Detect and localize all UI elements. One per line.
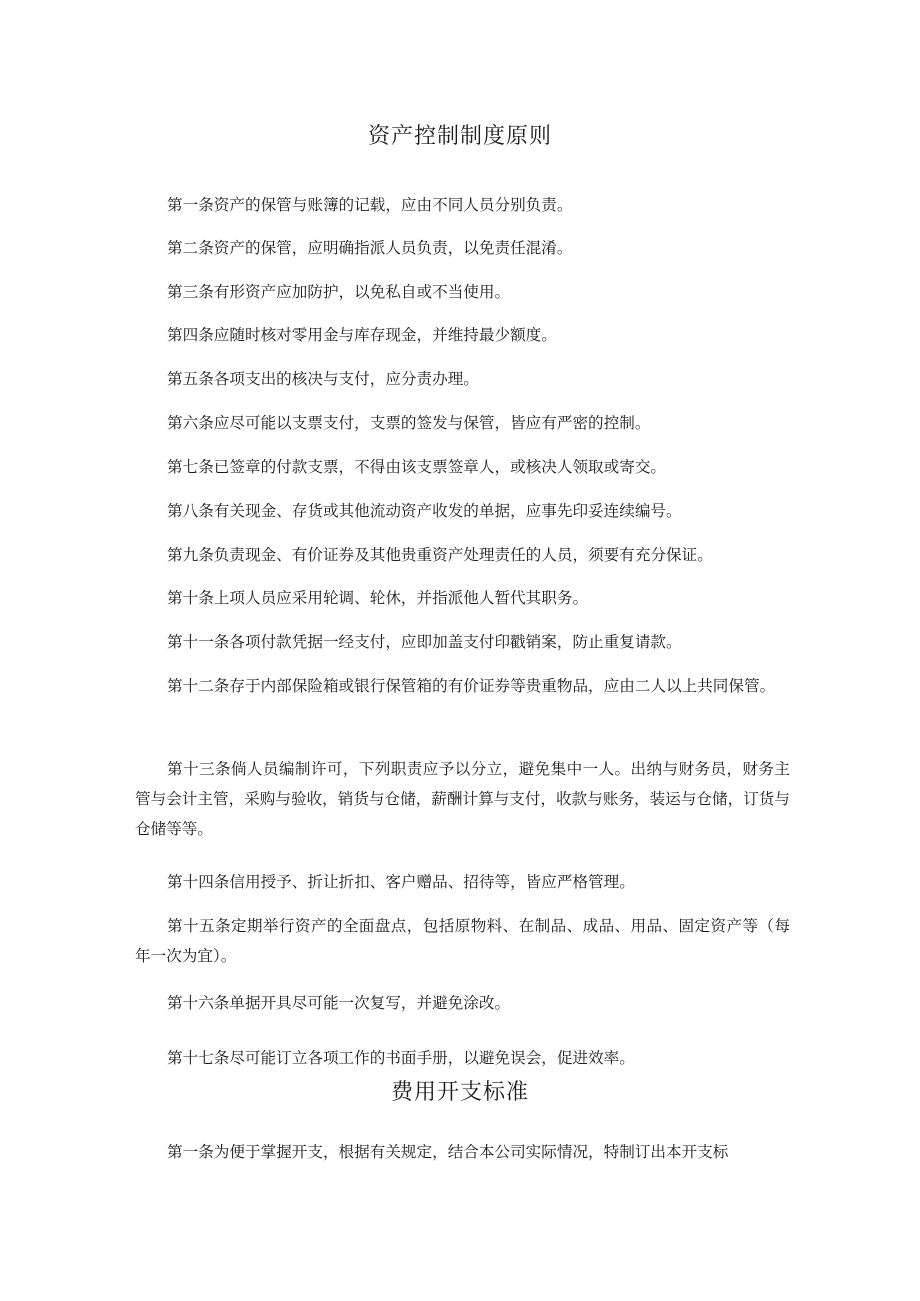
article-17: 第十七条尽可能订立各项工作的书面手册，以避免误会，促进效率。 [167,1049,635,1067]
article-10: 第十条上项人员应采用轮调、轮休，并指派他人暂代其职务。 [167,589,589,607]
article-6: 第六条应尽可能以支票支付，支票的签发与保管，皆应有严密的控制。 [167,414,651,432]
article-7: 第七条已签章的付款支票，不得由该支票签章人，或核决人领取或寄交。 [167,458,667,476]
article-2-1: 第一条为便于掌握开支，根据有关规定，结合本公司实际情况，特制订出本开支标 [167,1143,729,1161]
article-9: 第九条负责现金、有价证券及其他贵重资产处理责任的人员，须要有充分保证。 [167,546,713,564]
article-14: 第十四条信用授予、折让折扣、客户赠品、招待等，皆应严格管理。 [167,873,635,891]
article-15: 第十五条定期举行资产的全面盘点，包括原物料、在制品、成品、用品、固定资产等（每年一次为宜）。 [135,917,790,965]
article-13: 第十三条倘人员编制许可，下列职责应予以分立，避免集中一人。出纳与财务员，财务主管与会计主管，采购与验收，销货与仓储，薪酬计算与支付，收款与账务，装运与仓储，订货与仓储等等。 [135,760,790,838]
article-5: 第五条各项支出的核决与支付，应分责办理。 [167,370,479,388]
section-title: 资产控制制度原则 [367,124,552,149]
article-3: 第三条有形资产应加防护，以免私自或不当使用。 [167,283,511,301]
article-11: 第十一条各项付款凭据一经支付，应即加盖支付印戳销案，防止重复请款。 [167,633,682,651]
article-4: 第四条应随时核对零用金与库存现金，并维持最少额度。 [167,326,557,344]
section-title-2: 费用开支标准 [390,1080,529,1105]
article-8: 第八条有关现金、存货或其他流动资产收发的单据，应事先印妥连续编号。 [167,502,682,520]
article-1: 第一条资产的保管与账簿的记载，应由不同人员分别负责。 [167,196,573,214]
article-16: 第十六条单据开具尽可能一次复写，并避免涂改。 [167,994,511,1012]
article-2: 第二条资产的保管，应明确指派人员负责，以免责任混淆。 [167,239,573,257]
article-12: 第十二条存于内部保险箱或银行保管箱的有价证券等贵重物品，应由二人以上共同保管。 [167,677,776,695]
